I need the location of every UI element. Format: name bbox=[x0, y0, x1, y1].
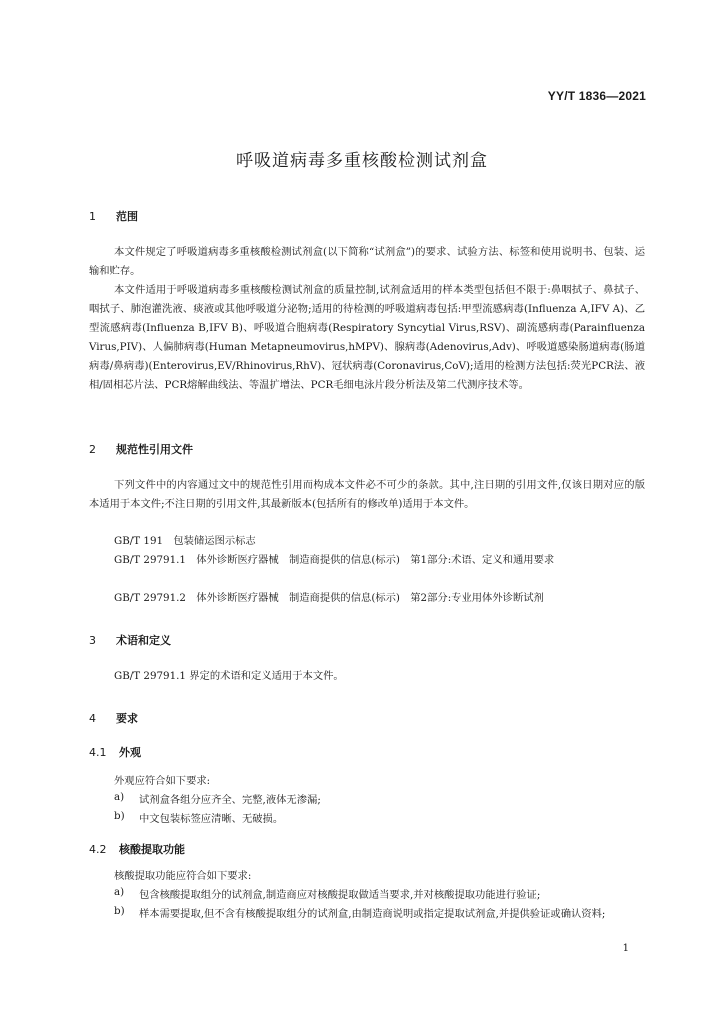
section-3-heading bbox=[89, 632, 171, 648]
section-number: 4.1 bbox=[89, 746, 107, 759]
list-item-text: 样本需要提取,但不含有核酸提取组分的试剂盒,由制造商说明或指定提取试剂盒,并提供验证或确认资料; bbox=[139, 908, 606, 920]
reference-gbt191: GB/T 191 包装储运图示标志 bbox=[114, 535, 256, 547]
section-4-heading bbox=[89, 710, 138, 726]
section-3-paragraph-1: GB/T 29791.1 界定的术语和定义适用于本文件。 bbox=[114, 670, 344, 682]
document-title: 呼吸道病毒多重核酸检测试剂盒 bbox=[236, 151, 488, 171]
reference-gbt29791-1: GB/T 29791.1 体外诊断医疗器械 制造商提供的信息(标示) 第1部分:术语、定义和通用要求 bbox=[114, 554, 555, 566]
list-item-label: a) bbox=[114, 886, 125, 898]
section-1-heading bbox=[89, 208, 138, 224]
reference-gbt29791-2: GB/T 29791.2 体外诊断医疗器械 制造商提供的信息(标示) 第2部分:专业用体外诊断试剂 bbox=[114, 592, 544, 604]
section-4-1-intro: 外观应符合如下要求: bbox=[114, 775, 211, 787]
section-2-heading bbox=[89, 441, 193, 457]
section-title: 规范性引用文件 bbox=[116, 443, 193, 456]
list-item-label: a) bbox=[114, 791, 125, 803]
section-4-1-heading bbox=[89, 744, 141, 760]
section-1-paragraph-1: 本文件规定了呼吸道病毒多重核酸检测试剂盒(以下简称“试剂盒”)的要求、试验方法、标签和使用说明书、包装、运输和贮存。 bbox=[89, 246, 645, 277]
section-title: 范围 bbox=[116, 210, 138, 223]
section-title: 术语和定义 bbox=[116, 634, 171, 647]
standard-number: YY/T 1836—2021 bbox=[547, 89, 646, 103]
section-4-2-heading bbox=[89, 841, 185, 857]
section-number: 3 bbox=[89, 634, 96, 647]
list-item-label: b) bbox=[114, 810, 125, 822]
section-number: 4 bbox=[89, 712, 96, 725]
section-number: 4.2 bbox=[89, 843, 107, 856]
section-number: 1 bbox=[89, 210, 96, 223]
page-number: 1 bbox=[622, 943, 629, 954]
section-4-2-intro: 核酸提取功能应符合如下要求: bbox=[114, 870, 252, 882]
section-2-paragraph-1: 下列文件中的内容通过文中的规范性引用而构成本文件必不可少的条款。其中,注日期的引用文件,仅该日期对应的版本适用于本文件;不注日期的引用文件,其最新版本(包括所有的修改单)适用于本文件。 bbox=[89, 479, 645, 510]
section-number: 2 bbox=[89, 443, 96, 456]
section-1-paragraph-2: 本文件适用于呼吸道病毒多重核酸检测试剂盒的质量控制,试剂盒适用的样本类型包括但不限于:鼻咽拭子、鼻拭子、咽拭子、肺泡灌洗液、痰液或其他呼吸道分泌物;适用的待检测的呼吸道病毒包括:甲型流感病毒(Influenza A,IFV A)、乙型流感病毒(Influenza B,IFV B)、呼吸道合胞病毒(Respiratory Syncytial Virus,RSV)、副流感病毒(Parainfluenza Virus,PIV)、人偏肺病毒(Human Metapneumovirus,hMPV)、腺病毒(Adenovirus,Adv)、呼吸道感染肠道病毒(肠道病毒/鼻病毒)(Enterovirus,EV/Rhinovirus,RhV)、冠状病毒(Coronavirus,CoV);适用的检测方法包括:荧光PCR法、液相/固相芯片法、PCR熔解曲线法、等温扩增法、PCR毛细电泳片段分析法及第二代测序技术等。 bbox=[89, 284, 645, 391]
section-title: 要求 bbox=[116, 712, 138, 725]
list-item-label: b) bbox=[114, 905, 125, 917]
list-item-text: 中文包装标签应清晰、无破损。 bbox=[139, 813, 284, 825]
section-title: 核酸提取功能 bbox=[119, 843, 185, 856]
list-item-text: 包含核酸提取组分的试剂盒,制造商应对核酸提取做适当要求,并对核酸提取功能进行验证; bbox=[139, 889, 541, 901]
list-item-text: 试剂盒各组分应齐全、完整,液体无渗漏; bbox=[139, 794, 321, 806]
section-title: 外观 bbox=[119, 746, 141, 759]
